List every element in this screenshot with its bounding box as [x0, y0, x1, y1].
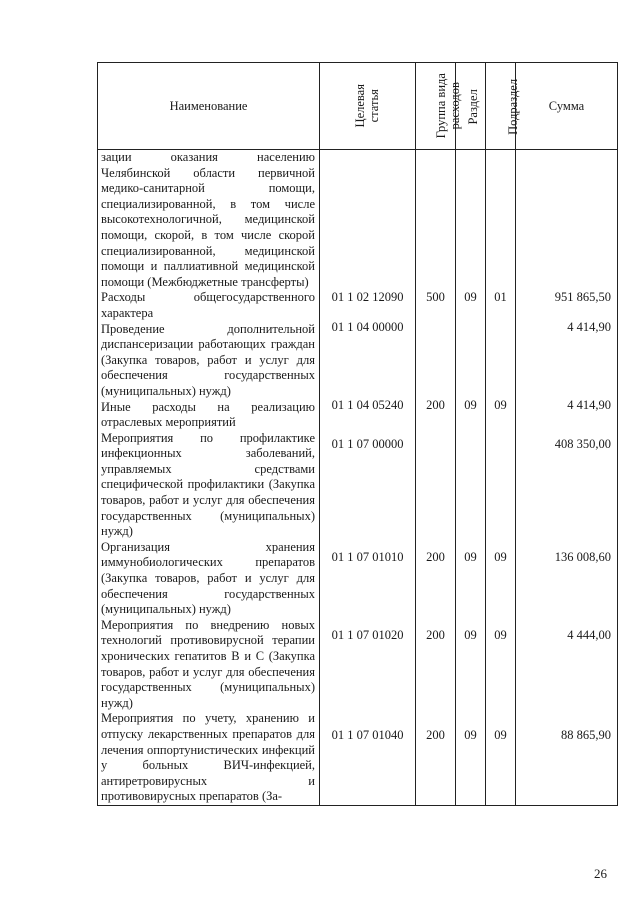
row-subsection: 09: [494, 728, 507, 742]
header-sum-label: Сумма: [548, 98, 585, 113]
header-subsection: [486, 63, 521, 150]
row-group: 200: [426, 628, 445, 642]
group-column: [416, 150, 456, 806]
row-name: Расходы общегосударственного характера: [101, 290, 315, 320]
header-group-line1: Группа вида: [433, 73, 448, 139]
row-name: Мероприятия по учету, хранению и отпуску лекарственных препаратов для лечения оппортунистических инфекций у больных ВИЧ-инфекцией, антиретровирусных и противовирусных препаратов (За-: [101, 711, 315, 804]
row-subsection: 09: [494, 550, 507, 564]
row-sum: 136 008,60: [554, 550, 611, 564]
header-subsection-label: Подраздел: [506, 78, 521, 135]
row-article: 01 1 07 01020: [331, 628, 404, 642]
header-expense-group: [416, 63, 462, 150]
row-name: Организация хранения иммунобиологических препаратов (Закупка товаров, работ и услуг для обеспечения государственных (муниципальных) нужд): [101, 539, 315, 617]
row-group: 500: [426, 290, 445, 304]
page-number: 26: [594, 866, 607, 881]
row-sum: 4 414,90: [567, 320, 611, 334]
row-group: 200: [426, 398, 445, 412]
row-sum: 4 444,00: [567, 628, 611, 642]
article-column: [320, 150, 416, 806]
row-name: Мероприятия по внедрению новых технологий противовирусной терапии хронических гепатитов В и С (Закупка товаров, работ и услуг для обеспечения государственных (муниципальных) нужд): [101, 617, 315, 710]
table-body-row: [98, 150, 618, 806]
row-subsection: 01: [494, 290, 507, 304]
header-name: [98, 63, 320, 150]
row-section: 09: [464, 398, 477, 412]
header-name-label: Наименование: [169, 98, 248, 113]
table-header-row: [98, 63, 618, 150]
row-article: 01 1 04 00000: [331, 320, 404, 334]
row-group: 200: [426, 728, 445, 742]
section-column: [456, 150, 486, 806]
budget-table: [97, 62, 618, 806]
header-target-line1: Целевая: [352, 84, 367, 128]
row-section: 09: [464, 550, 477, 564]
row-sum: 408 350,00: [554, 437, 611, 451]
header-target-line2: статья: [366, 89, 381, 123]
row-name: Мероприятия по профилактике инфекционных заболеваний, управляемых средствами специфической профилактики (Закупка товаров, работ и услуг для обеспечения государственных (муниципальных) нужд): [101, 430, 315, 539]
header-target-article: [320, 63, 416, 150]
subsection-column: [486, 150, 516, 806]
row-article: 01 1 07 01040: [331, 728, 404, 742]
row-article: 01 1 07 00000: [331, 437, 404, 451]
row-article: 01 1 02 12090: [331, 290, 404, 304]
row-subsection: 09: [494, 628, 507, 642]
sum-column: [516, 150, 618, 806]
row-name: Проведение дополнительной диспансеризации работающих граждан (Закупка товаров, работ и услуг для обеспечения государственных (муниципальных) нужд): [101, 321, 315, 398]
header-group-line2: расходов: [447, 82, 462, 130]
header-section-label: Раздел: [465, 88, 480, 125]
row-group: 200: [426, 550, 445, 564]
row-sum: 951 865,50: [554, 290, 611, 304]
row-name: зации оказания населению Челябинской области первичной медико-санитарной помощи, специализированной, в том числе высокотехнологичной, медицинской помощи, скорой, в том числе скорой специализированной, медицинской помощи и паллиативной медицинской помощи (Межбюджетные трансферты): [101, 150, 315, 289]
row-article: 01 1 04 05240: [331, 398, 404, 412]
header-sum: [516, 63, 618, 150]
row-section: 09: [464, 290, 477, 304]
row-sum: 4 414,90: [567, 398, 611, 412]
row-article: 01 1 07 01010: [331, 550, 404, 564]
row-subsection: 09: [494, 398, 507, 412]
row-sum: 88 865,90: [561, 728, 611, 742]
row-name: Иные расходы на реализацию отраслевых мероприятий: [101, 399, 315, 430]
row-section: 09: [464, 628, 477, 642]
name-column: [98, 150, 320, 806]
row-section: 09: [464, 728, 477, 742]
